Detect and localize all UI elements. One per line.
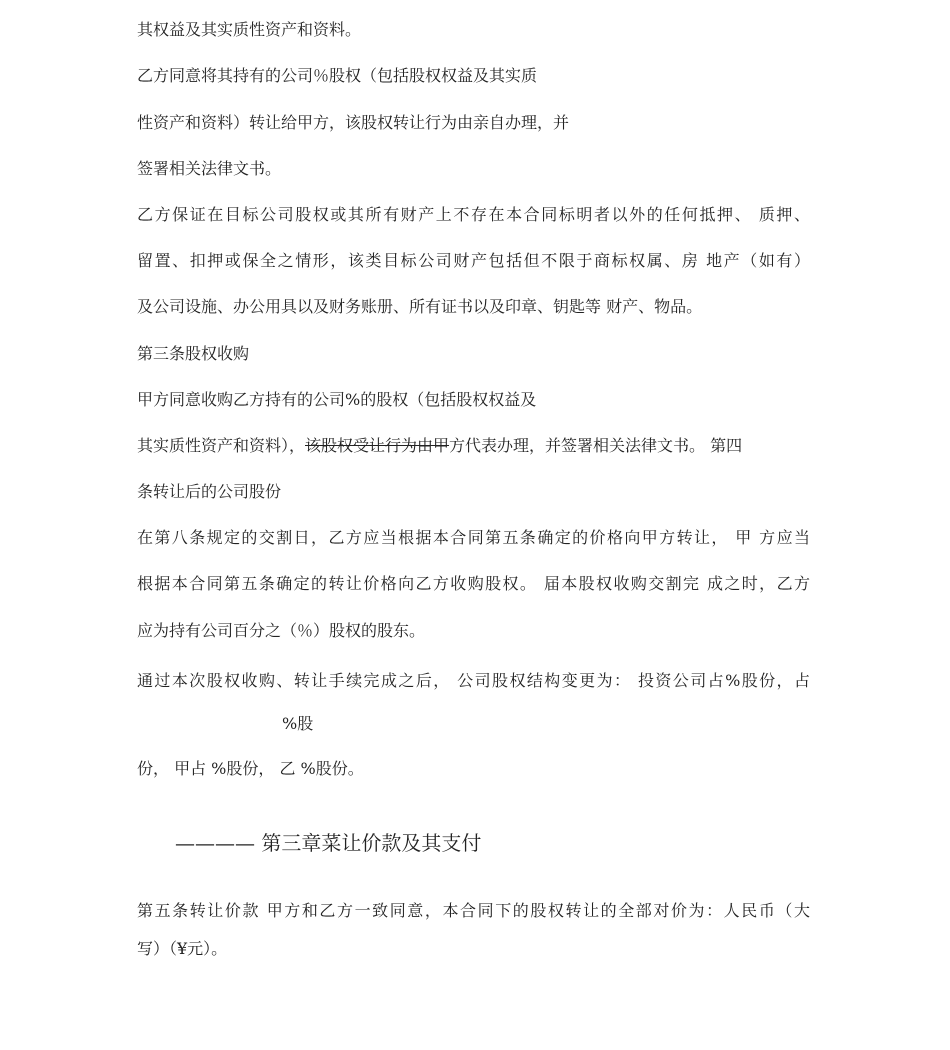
paragraph-line: 通过本次股权收购、转让手续完成之后， 公司股权结构变更为： 投资公司占%股份，占 xyxy=(137,671,810,690)
paragraph-line: 及公司设施、办公用具以及财务账册、所有证书以及印章、钥匙等 财产、物品。 xyxy=(137,297,703,316)
paragraph-line: 性资产和资料）转让给甲方，该股权转让行为由亲自办理，并 xyxy=(137,113,570,132)
paragraph-text: 方代表办理，并签署相关法律文书。 第四 xyxy=(449,436,743,455)
paragraph-line: 写）（¥元）。 xyxy=(137,939,228,958)
paragraph-line: 签署相关法律文书。 xyxy=(137,159,282,178)
paragraph-line: 留置、扣押或保全之情形，该类目标公司财产包括但不限于商标权属、房 地产（如有） xyxy=(137,251,810,270)
paragraph-line: 份， 甲占 %股份， 乙 %股份。 xyxy=(137,759,364,778)
paragraph-line: 在第八条规定的交割日，乙方应当根据本合同第五条确定的价格向甲方转让， 甲 方应当 xyxy=(137,528,810,547)
paragraph-line: 乙方同意将其持有的公司％股权（包括股权权益及其实质 xyxy=(137,66,538,85)
paragraph-line: 根据本合同第五条确定的转让价格向乙方收购股权。 届本股权收购交割完 成之时，乙方 xyxy=(137,574,810,593)
paragraph-line: %股 xyxy=(282,714,314,733)
paragraph-line xyxy=(137,438,742,454)
chapter-heading: ———— 第三章菜让价款及其支付 xyxy=(175,831,482,855)
paragraph-line: 应为持有公司百分之（％）股权的股东。 xyxy=(137,621,426,640)
paragraph-line: 甲方同意收购乙方持有的公司%的股权（包括股权权益及 xyxy=(137,390,537,409)
paragraph-text: 其实质性资产和资料）， xyxy=(137,436,306,455)
paragraph-line: 其权益及其实质性资产和资料。 xyxy=(137,20,362,39)
paragraph-line: 乙方保证在目标公司股权或其所有财产上不存在本合同标明者以外的任何抵押、 质押、 xyxy=(137,205,810,224)
article-title: 条转让后的公司股份 xyxy=(137,482,282,501)
paragraph-line: 第五条转让价款 甲方和乙方一致同意，本合同下的股权转让的全部对价为：人民币（大 xyxy=(137,901,810,920)
struck-text: 该股权受让行为由甲 xyxy=(305,436,450,455)
article-title: 第三条股权收购 xyxy=(137,344,250,363)
